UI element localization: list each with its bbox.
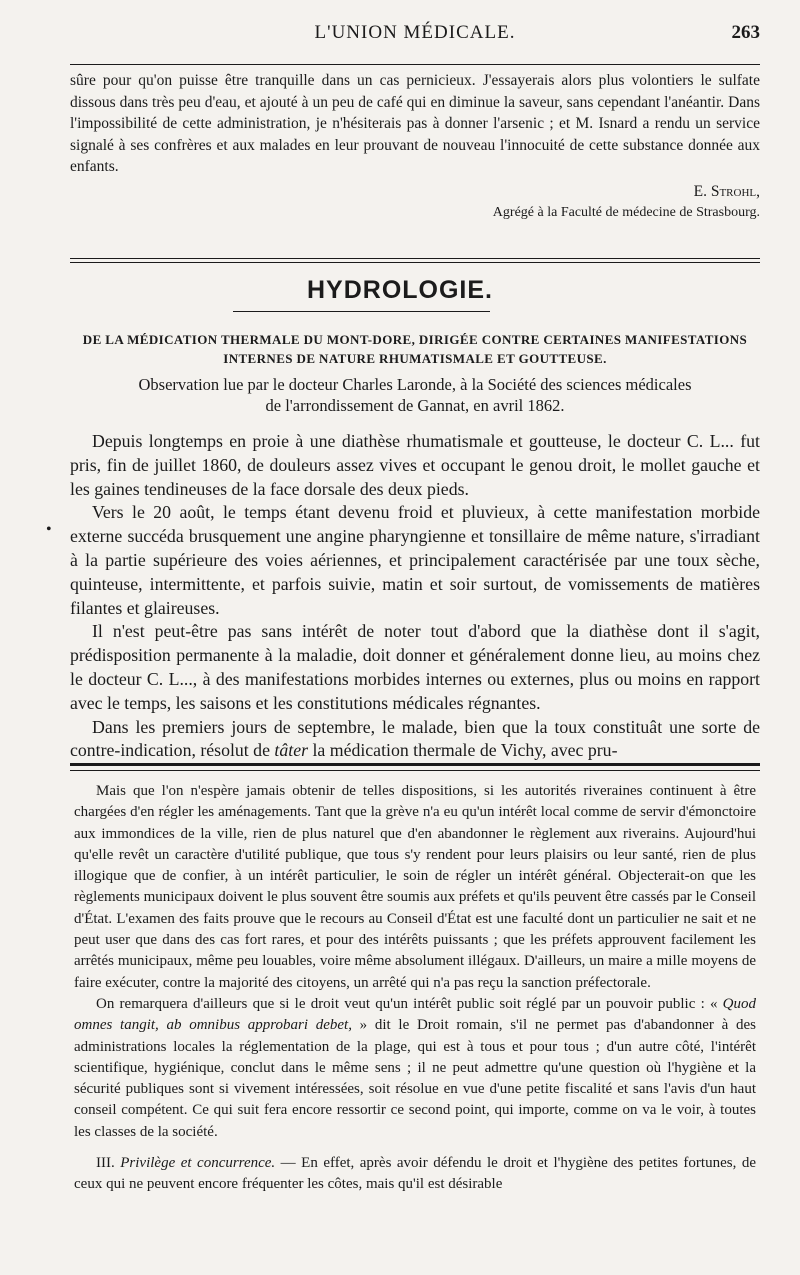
text-run: » dit le Droit romain, s'il ne permet pas d'abandonner à des administrations locales la réglementation de la plage, qui est à tous et pour tous ; d'un autre côté, l'intérêt scientifique, hygiénique, conclut dans le même sens ; il ne peut admettre qu'une question où l'hygiène et la sécurité publiques sont si vivement intéressées, soit résolue en vue d'une petite fiscalité et sans l'avis d'un haut conseil compétent. Ce qui suit fera encore ressortir ce second point, qui importe, comme on va le voir, à toutes les classes de la société. [74, 1017, 756, 1140]
latin-quote: Quod omnes tangit, ab omnibus approbari debet, [74, 995, 756, 1034]
section-number: III. [96, 1155, 115, 1172]
running-title: L'UNION MÉDICALE. [314, 22, 516, 43]
italic-word: tâter [274, 740, 309, 761]
feuilleton-separator-thin [70, 770, 760, 771]
affiliation: Agrégé à la Faculté de médecine de Strasbourg. [492, 205, 760, 220]
section-title: HYDROLOGIE. [306, 276, 493, 304]
page-number: 263 [731, 22, 760, 43]
feuilleton-separator [70, 763, 760, 766]
top-paragraph: sûre pour qu'on puisse être tranquille dans un cas pernicieux. J'essayerais alors plus volontiers le sulfate dissous dans très peu d'eau, et ajouté à un peu de café qui en diminue la saveur, sans cependant l'anéantir. Dans l'impossibilité de cette administration, je n'hésiterais pas à donner l'arsenic ; et M. Isnard a rendu un service signalé à ses confrères et aux malades en leur prouvant de nouveau l'innocuité de cette substance donnée aux enfants. [70, 72, 760, 175]
article-title: DE LA MÉDICATION THERMALE DU MONT-DORE, DIRIGÉE CONTRE CERTAINES MANIFESTATIONS INTERNES DE NATURE RHUMATISMALE ET GOUTTEUSE. [82, 332, 748, 366]
header-rule [70, 64, 760, 65]
top-continuation [70, 70, 760, 224]
subheading-line-2: de l'arrondissement de Gannat, en avril 1862. [265, 396, 565, 415]
running-head [70, 22, 760, 48]
text-run: la médication thermale de Vichy, avec pru- [308, 740, 618, 761]
section-heading: Privilège et concurrence. [120, 1155, 276, 1172]
text-run: — En effet, après avoir défendu le droit et l'hygiène des petites fortunes, de ceux qui ne peuvent encore fréquenter les côtes, mais qu'il est désirable [74, 1155, 756, 1193]
article-paragraph-last [70, 716, 760, 764]
subheading-line-1: Observation lue par le docteur Charles Laronde, à la Société des sciences médicales [138, 375, 692, 394]
margin-mark: • [46, 521, 52, 538]
feuilleton [74, 781, 756, 1196]
feuilleton-paragraph: Mais que l'on n'espère jamais obtenir de telles dispositions, si les autorités riveraines continuent à être chargées d'en régler les aménagements. Tant que la grève n'a eu qu'un intérêt local comme de servir d'émonctoire aux immondices de la ville, rien de plus naturel que d'en abandonner le règlement aux riverains. Aujourd'hui qu'elle revêt un caractère d'utilité publique, que tous s'y rendent pour leurs plaisirs ou leur santé, rien de plus illogique que de confier, à un intérêt particulier, le soin de régler un intérêt général. Objecterait-on que les règlements municipaux doivent le plus souvent être soumis aux préfets et qu'ils peuvent être cassés par le Conseil d'État. L'examen des faits prouve que le recours au Conseil d'État est une faculté dont un particulier ne sait et ne peut user que dans des cas fort rares, et pour des intérêts puissants ; que les préfets approuvent facilement les arrêtés municipaux, même peu louables, voire même absolument illégaux. D'ailleurs, un maire a mille moyens de faire exécuter, contre la majorité des citoyens, un arrêté qui n'a pas reçu la sanction préfectorale. [74, 783, 756, 991]
article-paragraph: Depuis longtemps en proie à une diathèse rhumatismale et goutteuse, le docteur C. L... fut pris, fin de juillet 1860, de douleurs assez vives et occupant le genou droit, le mollet gauche et les gaines tendineuses de la face dorsale des deux pieds. [70, 431, 760, 499]
text-run: On remarquera d'ailleurs que si le droit veut qu'un intérêt public soit réglé par un pouvoir public : « [96, 995, 723, 1012]
signature: E. Strohl, [693, 182, 760, 200]
article-paragraph: Vers le 20 août, le temps étant devenu froid et pluvieux, à cette manifestation morbide externe succéda brusquement une angine pharyngienne et tonsillaire de même nature, s'irradiant à la partie supérieure des voies aériennes, et principalement caractérisée par une toux sèche, quinteuse, intermittente, et parfois suivie, matin et soir surtout, de vomissements de matières filantes et glaireuses. [70, 502, 760, 618]
section-double-rule [70, 258, 760, 263]
text-run: Dans les premiers jours de septembre, le malade, bien que la toux constituât une sorte de contre-indication, résolut de [70, 716, 760, 761]
feuilleton-paragraph [74, 1153, 756, 1196]
article-body [70, 430, 760, 763]
title-underline [233, 311, 490, 312]
feuilleton-paragraph [74, 994, 756, 1143]
article-paragraph: Il n'est peut-être pas sans intérêt de noter tout d'abord que la diathèse dont il s'agit, prédisposition permanente à la maladie, doit donner et généralement donne lieu, au moins chez le docteur C. L..., à des manifestations morbides internes ou externes, plus ou moins en rapport avec le temps, les saisons et les constitutions médicales régnantes. [70, 621, 760, 713]
